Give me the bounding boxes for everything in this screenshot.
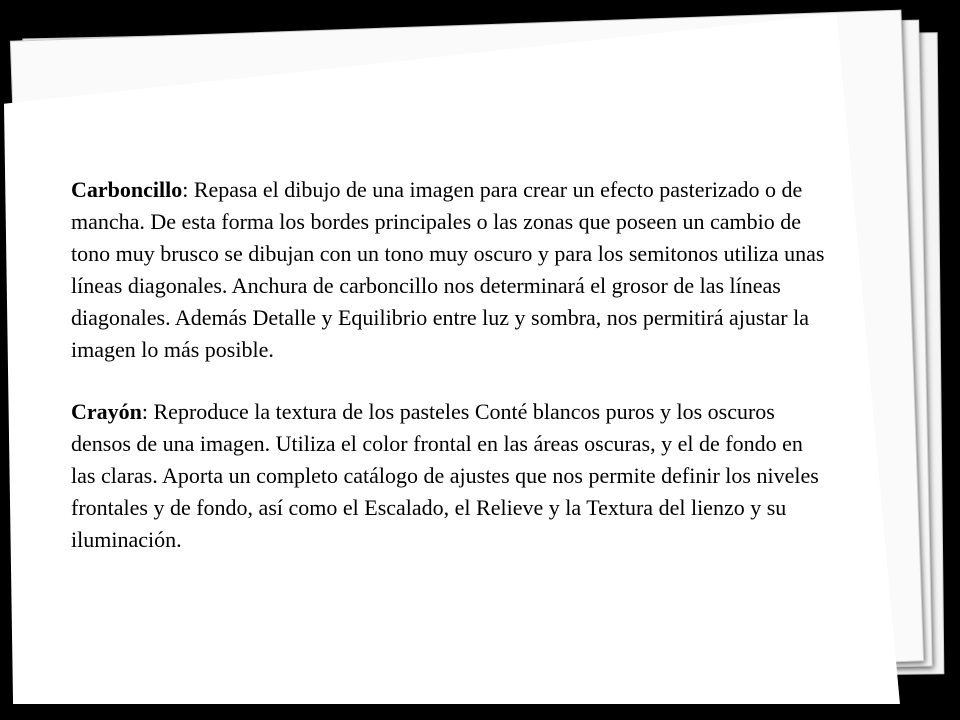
term-crayon: Crayón (71, 399, 142, 424)
slide-text-block (71, 174, 831, 586)
description-crayon: : Reproduce la textura de los pasteles Conté blancos puros y los oscuros densos de una imagen. Utiliza el color frontal en las áreas oscuras, y el de fondo en las claras. Aporta un completo catálogo de ajustes que nos permite definir los niveles frontales y de fondo, así como el Escalado, el Relieve y la Textura del lienzo y su iluminación. (71, 399, 819, 552)
description-carboncillo: : Repasa el dibujo de una imagen para crear un efecto pasterizado o de mancha. De esta forma los bordes principales o las zonas que poseen un cambio de tono muy brusco se dibujan con un tono muy oscuro y para los semitonos utiliza unas líneas diagonales. Anchura de carboncillo nos determinará el grosor de las líneas diagonales. Además Detalle y Equilibrio entre luz y sombra, nos permitirá ajustar la imagen lo más posible. (71, 177, 825, 362)
term-carboncillo: Carboncillo (71, 177, 183, 202)
paragraph-carboncillo (71, 174, 831, 366)
paragraph-crayon (71, 396, 831, 556)
